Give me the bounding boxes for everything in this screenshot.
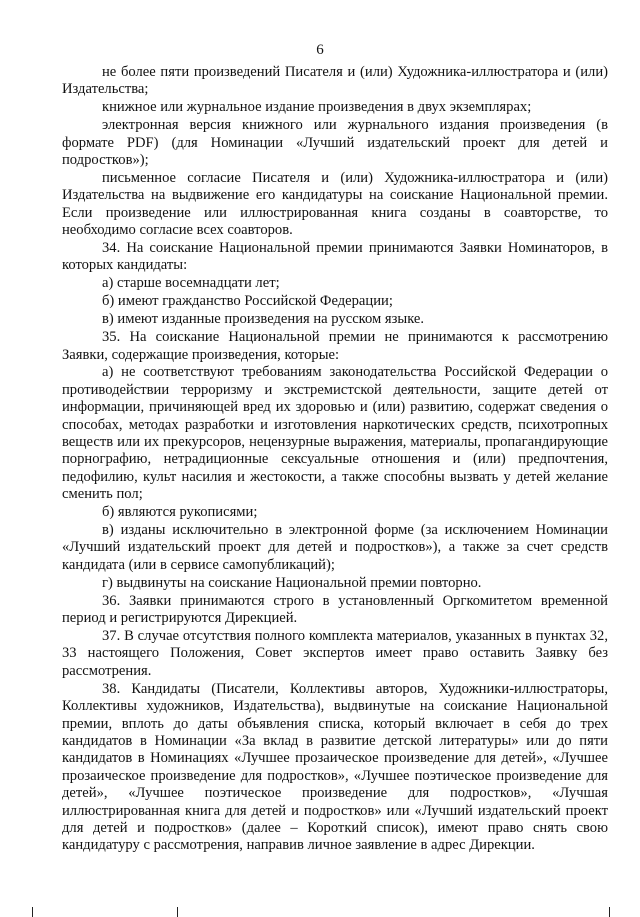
paragraph-electronic-version: электронная версия книжного или журнального издания произведения (в формате PDF) (для Номинации «Лучший издательский проект для детей и подростков»); (62, 117, 608, 169)
clause-35-d: г) выдвинуты на соискание Национальной премии повторно. (102, 574, 482, 591)
paragraph-works-count: не более пяти произведений Писателя и (или) Художника-иллюстратора и (или) Издательства; (62, 64, 608, 98)
clause-34-c: в) имеют изданные произведения на русском языке. (102, 311, 425, 328)
paragraph-written-consent: письменное согласие Писателя и (или) Художника-иллюстратора и (или) Издательства на выдвижение его кандидатуры на соискание Национальной премии. Если произведение или иллюстрированная книга созданы в соавторстве, то необходимо согласие всех соавторов. (62, 169, 608, 239)
clause-35-a: а) не соответствуют требованиям законодательства Российской Федерации о противодействии терроризму и экстремистской деятельности, защите детей от информации, причиняющей вред их здоровью и (или) развитию, содержат сведения о способах, методах разработки и изготовления наркотических средств, психотропных веществ или их прекурсоров, нецензурные выражения, материалы, пропагандирующие порнографию, нетрадиционные сексуальные отношения и (или) предпочтения, педофилию, культ насилия и жестокости, а также способны вызвать у детей желание сменить пол; (62, 364, 608, 503)
scan-edge-mark (177, 907, 178, 917)
clause-34-a: а) старше восемнадцати лет; (102, 275, 280, 292)
scan-edge-mark (609, 907, 610, 917)
clause-35-c: в) изданы исключительно в электронной форме (за исключением Номинации «Лучший издательский проект для детей и подростков»), а также за счет средств кандидата (или в сервисе самопубликаций); (62, 522, 608, 573)
clause-36: 36. Заявки принимаются строго в установленный Оргкомитетом временной период и регистрируются Дирекцией. (62, 592, 608, 627)
page-number: 6 (316, 42, 324, 58)
clause-38: 38. Кандидаты (Писатели, Коллективы авторов, Художники-иллюстраторы, Коллективы художников, Издательства), выдвинутые на соискание Национальной премии, вплоть до даты объявления списка, который включает в себя до трех кандидатов в Номинации «За вклад в развитие детской литературы» или до пяти кандидатов в Номинациях «Лучшее прозаическое произведение для детей», «Лучшее прозаическое произведение для подростков», «Лучшее поэтическое произведение для детей», «Лучшее поэтическое произведение для подростков», «Лучшая иллюстрированная книга для детей и подростков» или «Лучший издательский проект для детей и подростков» (далее – Короткий список), имеют право снять свою кандидатуру с рассмотрения, направив личное заявление в адрес Дирекции. (62, 680, 608, 854)
scan-edge-mark (32, 907, 33, 917)
clause-34: 34. На соискание Национальной премии принимаются Заявки Номинаторов, в которых кандидаты: (62, 240, 608, 274)
clause-35: 35. На соискание Национальной премии не принимаются к рассмотрению Заявки, содержащие произведения, которые: (62, 329, 608, 363)
paragraph-print-copies: книжное или журнальное издание произведения в двух экземплярах; (102, 99, 532, 116)
clause-35-b: б) являются рукописями; (102, 504, 258, 521)
clause-34-b: б) имеют гражданство Российской Федерации; (102, 293, 393, 310)
document-body (62, 64, 608, 855)
clause-37: 37. В случае отсутствия полного комплекта материалов, указанных в пунктах 32, 33 настоящего Положения, Совет экспертов имеет право оставить Заявку без рассмотрения. (62, 628, 608, 679)
